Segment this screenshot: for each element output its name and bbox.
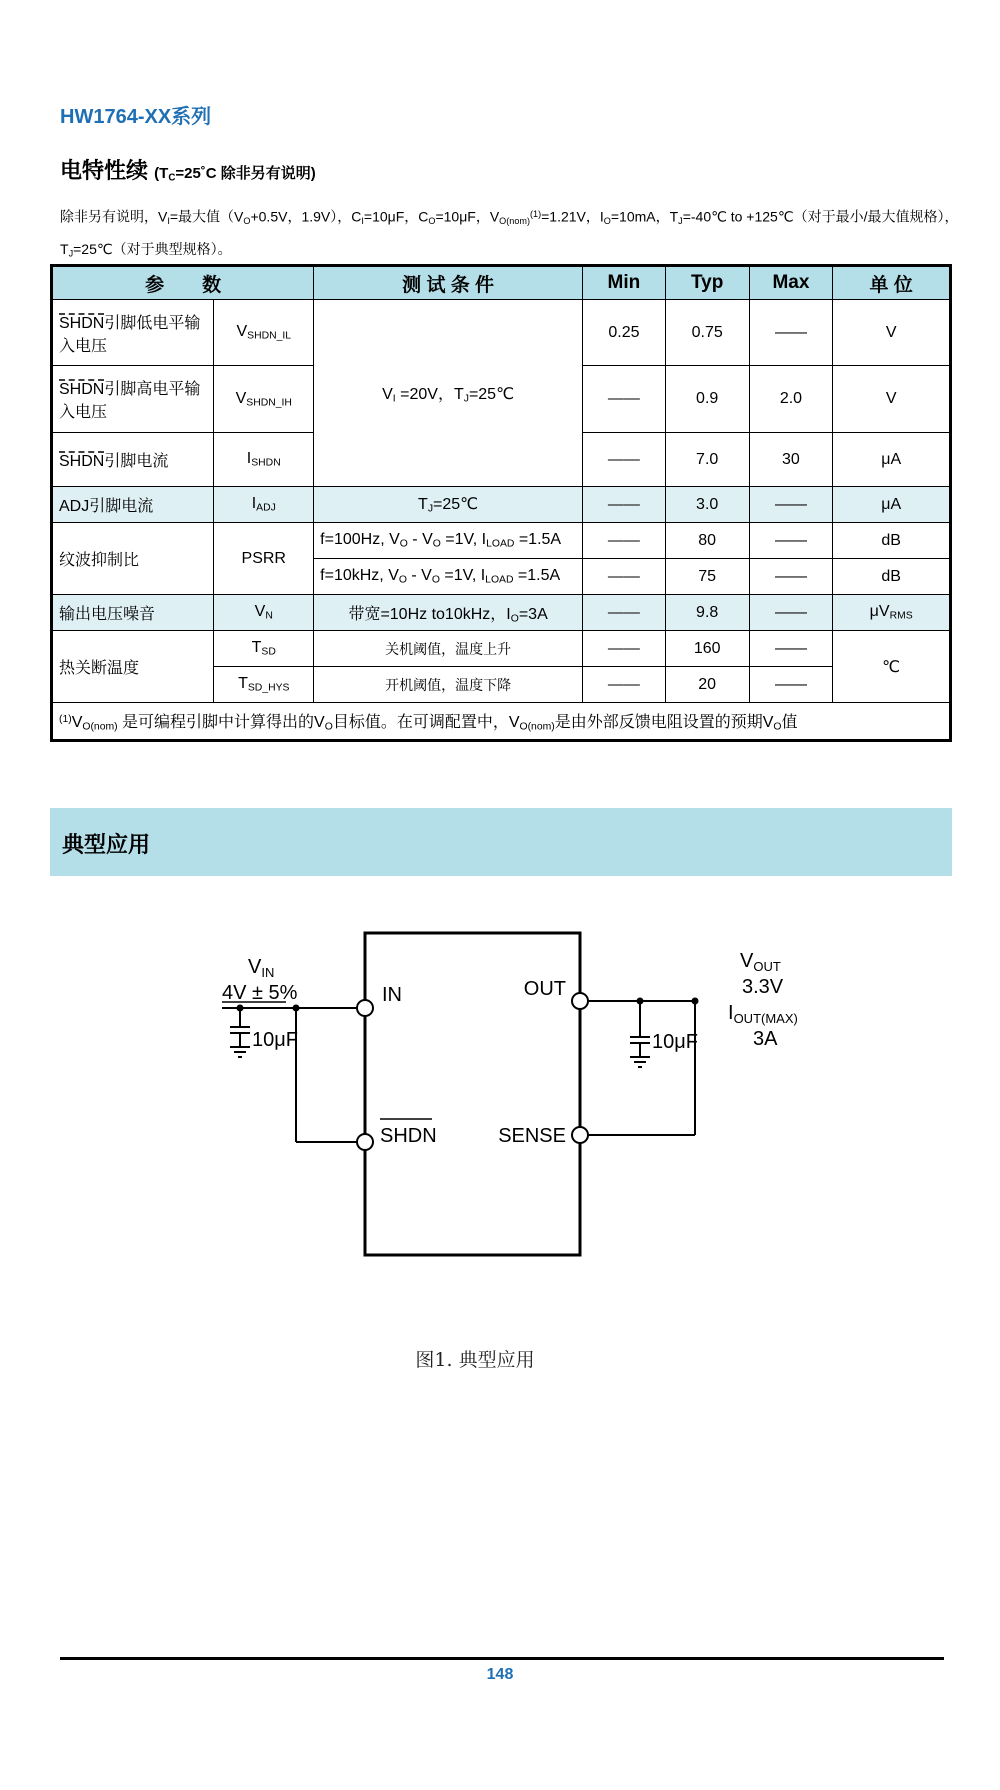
unit-cell: V — [833, 366, 951, 433]
symbol-cell: $T_{SD}$ — [214, 631, 314, 667]
typical-application-circuit — [200, 915, 820, 1275]
vin-value: 4V ± 5% — [222, 982, 298, 1004]
input-capacitor — [230, 1008, 250, 1057]
typ-cell: 80 — [665, 523, 749, 559]
header-parameter: 参 数 — [52, 266, 314, 300]
max-cell: —— — [749, 667, 833, 703]
application-title: 典型应用 — [62, 832, 151, 857]
table-header-row — [52, 266, 951, 300]
typ-cell: 0.75 — [665, 300, 749, 366]
unit-cell: dB — [833, 559, 951, 595]
symbol-cell: $T_{SD\_HYS}$ — [214, 667, 314, 703]
condition-cell: 带宽=10Hz to10kHz，$I_O=3A$ — [314, 595, 583, 631]
min-cell: —— — [583, 595, 666, 631]
symbol-cell: PSRR — [214, 523, 314, 595]
condition-cell: $T_J=25℃$ — [314, 487, 583, 523]
test-conditions-paragraph: 除非另有说明，$V_I=$最大值（$V_O+0.5V$，1.9V），$C_I=10\mu F$，$C_O=10\mu F$，$V_{O(nom)}^{(1)}=1.21V$，$I_O=10mA$，$T_J=-40℃$ to +125℃（对于最小/最大值规格）， $T_J=25℃$（对于典型规格）。 — [60, 208, 959, 259]
pin-out-label: OUT — [523, 978, 566, 1000]
unit-cell: μA — [833, 433, 951, 487]
pin-in-circle — [357, 1000, 373, 1016]
max-cell: —— — [749, 595, 833, 631]
header-test-condition: 测 试 条 件 — [314, 266, 583, 300]
symbol-cell: $V_{SHDN\_IL}$ — [214, 300, 314, 366]
condition-cell: 关机阈值，温度上升 — [314, 631, 583, 667]
min-cell: —— — [583, 667, 666, 703]
param-cell: 纹波抑制比 — [52, 523, 214, 595]
header-unit: 单 位 — [833, 266, 951, 300]
pin-out-circle — [572, 993, 588, 1009]
vin-label: $V_{IN}$ — [248, 956, 275, 980]
max-cell: —— — [749, 559, 833, 595]
table-row — [52, 300, 951, 366]
figure-caption: 图1. 典型应用 — [415, 1349, 535, 1371]
shared-condition-cell: $V_I =20V$，$T_J=25℃$ — [314, 300, 583, 487]
junction-dot — [293, 1005, 300, 1012]
max-cell: 2.0 — [749, 366, 833, 433]
pin-in-label: IN — [382, 984, 402, 1006]
pin-shdn-circle — [357, 1134, 373, 1150]
min-cell: —— — [583, 487, 666, 523]
vout-value: 3.3V — [742, 976, 784, 998]
unit-cell: ℃ — [833, 631, 951, 703]
pin-shdn-label: SHDN — [380, 1125, 437, 1147]
min-cell: 0.25 — [583, 300, 666, 366]
max-cell: —— — [749, 631, 833, 667]
page-number: 148 — [486, 1666, 514, 1683]
vout-label: $V_{OUT}$ — [740, 950, 781, 974]
max-cell: —— — [749, 523, 833, 559]
series-title: HW1764-XX系列 — [60, 106, 212, 128]
unit-cell: V — [833, 300, 951, 366]
typ-cell: 3.0 — [665, 487, 749, 523]
symbol-cell: $V_{SHDN\_IH}$ — [214, 366, 314, 433]
cout-label: 10μF — [652, 1031, 698, 1053]
header-min: Min — [583, 266, 666, 300]
junction-dot — [692, 998, 699, 1005]
typ-cell: 7.0 — [665, 433, 749, 487]
iout-label: $I_{OUT(MAX)}$ — [728, 1002, 798, 1026]
param-cell: SHDN引脚低电平输入电压 — [52, 300, 214, 366]
header-typ: Typ — [665, 266, 749, 300]
symbol-cell: $I_{ADJ}$ — [214, 487, 314, 523]
iout-value: 3A — [753, 1028, 778, 1050]
section-title-text: 电特性续 — [60, 158, 149, 183]
section-band — [50, 808, 952, 876]
table-row — [52, 487, 951, 523]
table-row — [52, 523, 951, 559]
pin-sense-label: SENSE — [498, 1125, 566, 1147]
section-condition: ($T_C=25˚C$ 除非另有说明) — [154, 165, 316, 184]
symbol-cell: $V_N$ — [214, 595, 314, 631]
typ-cell: 160 — [665, 631, 749, 667]
unit-cell: μA — [833, 487, 951, 523]
param-cell: SHDN引脚高电平输入电压 — [52, 366, 214, 433]
typ-cell: 9.8 — [665, 595, 749, 631]
footer-rule — [60, 1657, 944, 1660]
min-cell: —— — [583, 366, 666, 433]
section-title — [60, 154, 316, 185]
electrical-characteristics-table — [50, 264, 952, 742]
condition-cell: f=10kHz, $V_O - V_O =1V$, $I_{LOAD} =1.5A$ — [314, 559, 583, 595]
condition-cell: f=100Hz, $V_O - V_O =1V$, $I_{LOAD} =1.5A$ — [314, 523, 583, 559]
param-cell: SHDN引脚电流 — [52, 433, 214, 487]
param-cell: 输出电压噪音 — [52, 595, 214, 631]
max-cell: 30 — [749, 433, 833, 487]
output-capacitor — [630, 1001, 650, 1067]
typ-cell: 20 — [665, 667, 749, 703]
table-footnote: $^{(1)}V_{O(nom)}$ 是可编程引脚中计算得出的$V_O$目标值。在可调配置中，$V_{O(nom)}$是由外部反馈电阻设置的预期$V_O$值 — [52, 703, 951, 741]
typ-cell: 0.9 — [665, 366, 749, 433]
cin-label: 10μF — [252, 1029, 298, 1051]
table-row — [52, 595, 951, 631]
unit-cell: dB — [833, 523, 951, 559]
max-cell: —— — [749, 487, 833, 523]
table-row — [52, 631, 951, 667]
max-cell: —— — [749, 300, 833, 366]
min-cell: —— — [583, 559, 666, 595]
table-note-row — [52, 703, 951, 741]
typ-cell: 75 — [665, 559, 749, 595]
condition-cell: 开机阈值，温度下降 — [314, 667, 583, 703]
param-cell: ADJ引脚电流 — [52, 487, 214, 523]
pin-sense-circle — [572, 1127, 588, 1143]
symbol-cell: $I_{SHDN}$ — [214, 433, 314, 487]
min-cell: —— — [583, 523, 666, 559]
unit-cell: $\mu V_{RMS}$ — [833, 595, 951, 631]
min-cell: —— — [583, 433, 666, 487]
header-max: Max — [749, 266, 833, 300]
param-cell: 热关断温度 — [52, 631, 214, 703]
min-cell: —— — [583, 631, 666, 667]
